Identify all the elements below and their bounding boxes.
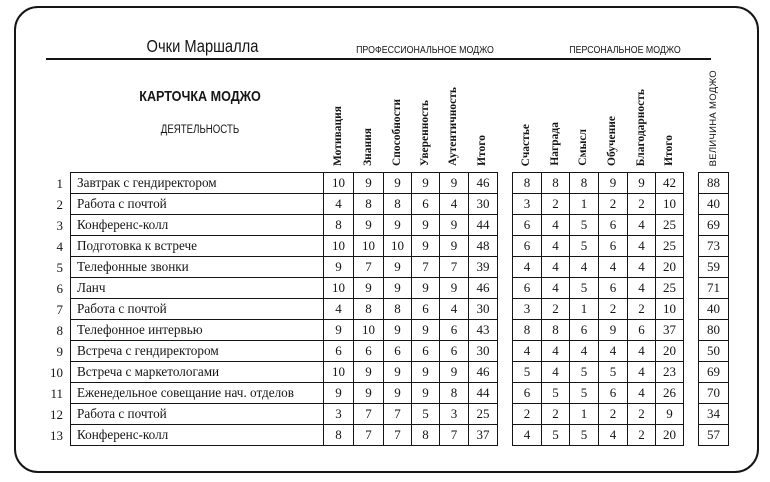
professional-score-cell: 7 [440, 425, 469, 446]
personal-mojo-title: ПЕРСОНАЛЬНОЕ МОДЖО [569, 44, 681, 56]
professional-score-cell: 25 [469, 404, 498, 425]
professional-score-cell: 7 [440, 257, 469, 278]
table-row [699, 215, 729, 236]
mojo-value-cell: 71 [699, 278, 729, 299]
column-header-gratitude: Благодарность [635, 88, 647, 166]
professional-score-cell: 4 [440, 299, 469, 320]
personal-score-cell: 6 [513, 278, 542, 299]
professional-score-cell: 3 [324, 404, 354, 425]
table-row [71, 320, 498, 341]
professional-score-cell: 10 [324, 236, 354, 257]
professional-score-cell: 8 [440, 383, 469, 404]
table-row [513, 278, 684, 299]
professional-score-cell: 6 [354, 341, 384, 362]
personal-score-cell: 23 [656, 362, 684, 383]
professional-score-cell: 30 [469, 341, 498, 362]
activity-cell: Ланч [71, 278, 324, 299]
professional-score-cell: 6 [412, 194, 440, 215]
professional-score-cell: 48 [469, 236, 498, 257]
professional-score-cell: 9 [384, 383, 412, 404]
table-row [699, 236, 729, 257]
activity-cell: Работа с почтой [71, 194, 324, 215]
row-number: 12 [50, 407, 63, 422]
activity-cell: Работа с почтой [71, 299, 324, 320]
column-header-learning: Обучение [606, 116, 618, 166]
activity-cell: Телефонное интервью [71, 320, 324, 341]
professional-score-cell: 46 [469, 362, 498, 383]
professional-score-cell: 10 [324, 278, 354, 299]
personal-score-cell: 4 [542, 257, 570, 278]
personal-score-cell: 5 [599, 362, 628, 383]
column-header-confidence: Уверенность [419, 99, 431, 166]
mojo-value-cell: 34 [699, 404, 729, 425]
column-header-mojo-value: ВЕЛИЧИНА МОДЖО [708, 69, 719, 166]
mojo-value-table [698, 172, 729, 446]
table-row [699, 173, 729, 194]
mojo-value-cell: 69 [699, 215, 729, 236]
personal-score-cell: 4 [599, 425, 628, 446]
professional-score-cell: 6 [440, 320, 469, 341]
professional-score-cell: 10 [354, 236, 384, 257]
mojo-value-cell: 40 [699, 299, 729, 320]
activity-cell: Подготовка к встрече [71, 236, 324, 257]
column-header-reward: Награда [549, 122, 561, 166]
personal-score-cell: 5 [570, 215, 599, 236]
personal-score-cell: 9 [628, 173, 656, 194]
personal-score-cell: 2 [599, 299, 628, 320]
professional-score-cell: 7 [354, 425, 384, 446]
professional-score-cell: 9 [324, 320, 354, 341]
table-row [513, 299, 684, 320]
table-row [71, 404, 498, 425]
row-number: 3 [56, 218, 63, 233]
table-row [513, 425, 684, 446]
activity-cell: Еженедельное совещание нач. отделов [71, 383, 324, 404]
personal-score-cell: 4 [542, 278, 570, 299]
activity-cell: Конференс-колл [71, 425, 324, 446]
personal-score-cell: 10 [656, 299, 684, 320]
professional-score-cell: 8 [354, 194, 384, 215]
table-row [513, 173, 684, 194]
mojo-value-cell: 69 [699, 362, 729, 383]
professional-score-cell: 9 [440, 236, 469, 257]
professional-score-cell: 37 [469, 425, 498, 446]
personal-score-cell: 25 [656, 278, 684, 299]
professional-score-cell: 9 [412, 215, 440, 236]
personal-score-cell: 8 [542, 320, 570, 341]
personal-score-cell: 6 [513, 215, 542, 236]
card-title: КАРТОЧКА МОДЖО [139, 88, 261, 105]
personal-score-cell: 4 [628, 341, 656, 362]
row-number: 8 [56, 323, 63, 338]
table-row [71, 215, 498, 236]
professional-score-cell: 9 [412, 236, 440, 257]
personal-score-cell: 42 [656, 173, 684, 194]
professional-score-cell: 7 [354, 404, 384, 425]
row-number: 13 [50, 428, 63, 443]
row-numbers [30, 172, 63, 446]
personal-score-cell: 25 [656, 215, 684, 236]
mojo-value-cell: 70 [699, 383, 729, 404]
row-number: 5 [56, 260, 63, 275]
personal-score-cell: 2 [542, 194, 570, 215]
row-number: 1 [56, 176, 63, 191]
table-row [699, 194, 729, 215]
professional-score-cell: 9 [412, 362, 440, 383]
professional-score-cell: 9 [412, 278, 440, 299]
professional-score-cell: 5 [412, 404, 440, 425]
table-row [513, 362, 684, 383]
professional-score-cell: 10 [324, 362, 354, 383]
professional-score-cell: 9 [440, 362, 469, 383]
table-row [699, 425, 729, 446]
professional-score-cell: 9 [412, 383, 440, 404]
personal-score-cell: 8 [513, 320, 542, 341]
personal-score-cell: 4 [513, 341, 542, 362]
activity-cell: Работа с почтой [71, 404, 324, 425]
table-row [71, 425, 498, 446]
table-row [699, 320, 729, 341]
professional-score-cell: 9 [324, 383, 354, 404]
personal-score-cell: 2 [628, 425, 656, 446]
professional-score-cell: 9 [384, 215, 412, 236]
personal-score-cell: 9 [599, 173, 628, 194]
personal-score-cell: 4 [513, 257, 542, 278]
professional-score-cell: 9 [354, 215, 384, 236]
professional-score-cell: 6 [324, 341, 354, 362]
personal-score-cell: 9 [599, 320, 628, 341]
table-row [513, 320, 684, 341]
table-row [71, 257, 498, 278]
personal-score-cell: 8 [542, 173, 570, 194]
mojo-value-cell: 57 [699, 425, 729, 446]
personal-score-cell: 2 [542, 299, 570, 320]
table-row [513, 383, 684, 404]
personal-score-cell: 5 [570, 362, 599, 383]
personal-score-cell: 9 [656, 404, 684, 425]
mojo-value-cell: 88 [699, 173, 729, 194]
personal-score-cell: 8 [513, 173, 542, 194]
professional-score-cell: 9 [354, 278, 384, 299]
row-number: 4 [56, 239, 63, 254]
table-row [71, 299, 498, 320]
professional-score-cell: 9 [354, 362, 384, 383]
personal-score-cell: 4 [628, 362, 656, 383]
mojo-value-cell: 50 [699, 341, 729, 362]
table-row [699, 299, 729, 320]
professional-score-cell: 10 [354, 320, 384, 341]
table-row [71, 362, 498, 383]
row-number: 11 [50, 386, 63, 401]
personal-score-cell: 2 [599, 404, 628, 425]
mojo-value-cell: 80 [699, 320, 729, 341]
professional-score-cell: 6 [412, 341, 440, 362]
personal-score-cell: 5 [570, 278, 599, 299]
professional-score-cell: 10 [324, 173, 354, 194]
professional-score-cell: 4 [440, 194, 469, 215]
professional-score-cell: 9 [440, 173, 469, 194]
professional-score-cell: 9 [324, 257, 354, 278]
table-row [699, 362, 729, 383]
table-row [513, 341, 684, 362]
professional-score-cell: 9 [354, 383, 384, 404]
personal-score-cell: 6 [599, 383, 628, 404]
personal-score-cell: 4 [628, 257, 656, 278]
personal-score-cell: 6 [513, 383, 542, 404]
personal-score-cell: 5 [570, 383, 599, 404]
professional-score-cell: 9 [384, 362, 412, 383]
row-number: 6 [56, 281, 63, 296]
personal-score-cell: 1 [570, 299, 599, 320]
professional-score-cell: 6 [384, 341, 412, 362]
personal-score-cell: 4 [570, 341, 599, 362]
table-row [71, 341, 498, 362]
professional-score-cell: 9 [354, 173, 384, 194]
column-header-meaning: Смысл [577, 129, 589, 166]
personal-score-cell: 6 [599, 215, 628, 236]
personal-score-cell: 4 [542, 236, 570, 257]
activity-professional-table [70, 172, 498, 446]
professional-score-cell: 44 [469, 215, 498, 236]
professional-score-cell: 46 [469, 278, 498, 299]
column-header-motivation: Мотивация [332, 105, 344, 166]
professional-score-cell: 9 [384, 173, 412, 194]
personal-score-cell: 5 [542, 425, 570, 446]
personal-score-cell: 5 [570, 236, 599, 257]
row-number: 10 [50, 365, 63, 380]
row-number: 7 [56, 302, 63, 317]
personal-score-cell: 4 [542, 215, 570, 236]
mojo-value-cell: 59 [699, 257, 729, 278]
personal-score-cell: 2 [628, 404, 656, 425]
personal-score-cell: 1 [570, 194, 599, 215]
professional-score-cell: 9 [384, 320, 412, 341]
personal-score-cell: 6 [628, 320, 656, 341]
professional-score-cell: 4 [324, 194, 354, 215]
activity-cell: Конференс-колл [71, 215, 324, 236]
table-row [699, 383, 729, 404]
professional-score-cell: 9 [440, 278, 469, 299]
professional-score-cell: 8 [354, 299, 384, 320]
professional-score-cell: 9 [412, 320, 440, 341]
personal-score-cell: 5 [542, 383, 570, 404]
personal-score-cell: 6 [599, 236, 628, 257]
professional-score-cell: 8 [384, 299, 412, 320]
personal-score-cell: 6 [513, 236, 542, 257]
table-row [699, 278, 729, 299]
personal-score-cell: 4 [628, 383, 656, 404]
professional-score-cell: 8 [384, 194, 412, 215]
table-row [513, 236, 684, 257]
column-header-happiness: Счастье [520, 123, 532, 166]
personal-score-cell: 3 [513, 299, 542, 320]
personal-score-cell: 2 [628, 194, 656, 215]
personal-score-cell: 4 [570, 257, 599, 278]
personal-score-cell: 5 [570, 425, 599, 446]
personal-score-cell: 4 [628, 278, 656, 299]
personal-score-cell: 4 [542, 362, 570, 383]
personal-score-cell: 4 [599, 257, 628, 278]
professional-score-cell: 9 [412, 173, 440, 194]
professional-score-cell: 30 [469, 299, 498, 320]
row-number: 2 [56, 197, 63, 212]
table-row [699, 404, 729, 425]
personal-score-cell: 8 [570, 173, 599, 194]
table-row [71, 236, 498, 257]
activity-cell: Встреча с маркетологами [71, 362, 324, 383]
personal-score-cell: 20 [656, 257, 684, 278]
professional-score-cell: 8 [412, 425, 440, 446]
professional-score-cell: 8 [324, 215, 354, 236]
professional-score-cell: 7 [384, 425, 412, 446]
table-row [71, 194, 498, 215]
table-row [699, 257, 729, 278]
personal-score-cell: 2 [628, 299, 656, 320]
column-header-abilities: Способности [391, 98, 403, 166]
activity-cell: Телефонные звонки [71, 257, 324, 278]
table-row [513, 257, 684, 278]
professional-mojo-title: ПРОФЕССИОНАЛЬНОЕ МОДЖО [356, 44, 494, 56]
mojo-value-cell: 73 [699, 236, 729, 257]
personal-score-cell: 6 [599, 278, 628, 299]
column-header-knowledge: Знания [362, 128, 374, 166]
personal-score-cell: 2 [542, 404, 570, 425]
professional-score-cell: 6 [412, 299, 440, 320]
table-row [71, 278, 498, 299]
personal-score-cell: 20 [656, 341, 684, 362]
personal-score-cell: 4 [599, 341, 628, 362]
professional-score-cell: 39 [469, 257, 498, 278]
personal-score-cell: 4 [628, 236, 656, 257]
professional-score-cell: 43 [469, 320, 498, 341]
table-row [513, 215, 684, 236]
personal-score-cell: 4 [628, 215, 656, 236]
professional-score-cell: 8 [324, 425, 354, 446]
personal-score-cell: 25 [656, 236, 684, 257]
professional-score-cell: 9 [384, 278, 412, 299]
professional-score-cell: 10 [384, 236, 412, 257]
table-row [513, 194, 684, 215]
professional-score-cell: 6 [440, 341, 469, 362]
personal-score-cell: 5 [513, 362, 542, 383]
table-row [71, 173, 498, 194]
column-header-prof-total: Итого [476, 135, 488, 166]
personal-score-cell: 37 [656, 320, 684, 341]
personal-score-cell: 2 [599, 194, 628, 215]
header-divider [46, 58, 711, 60]
professional-score-cell: 7 [412, 257, 440, 278]
professional-score-cell: 7 [384, 404, 412, 425]
personal-table [512, 172, 684, 446]
mojo-value-cell: 40 [699, 194, 729, 215]
activity-cell: Встреча с гендиректором [71, 341, 324, 362]
personal-score-cell: 1 [570, 404, 599, 425]
activity-cell: Завтрак с гендиректором [71, 173, 324, 194]
personal-score-cell: 4 [542, 341, 570, 362]
professional-score-cell: 9 [384, 257, 412, 278]
personal-score-cell: 6 [570, 320, 599, 341]
column-header-pers-total: Итого [663, 135, 675, 166]
professional-score-cell: 46 [469, 173, 498, 194]
personal-score-cell: 20 [656, 425, 684, 446]
personal-score-cell: 2 [513, 404, 542, 425]
personal-score-cell: 4 [513, 425, 542, 446]
scorecard-table-area [30, 172, 729, 446]
professional-score-cell: 3 [440, 404, 469, 425]
row-number: 9 [56, 344, 63, 359]
professional-score-cell: 4 [324, 299, 354, 320]
table-row [71, 383, 498, 404]
personal-score-cell: 26 [656, 383, 684, 404]
personal-score-cell: 10 [656, 194, 684, 215]
professional-score-cell: 9 [440, 215, 469, 236]
score-title: Очки Маршалла [146, 36, 259, 56]
table-row [513, 404, 684, 425]
professional-score-cell: 7 [354, 257, 384, 278]
professional-score-cell: 30 [469, 194, 498, 215]
personal-score-cell: 3 [513, 194, 542, 215]
activity-column-label: ДЕЯТЕЛЬНОСТЬ [160, 124, 240, 136]
table-row [699, 341, 729, 362]
column-header-authenticity: Аутентичность [447, 87, 459, 166]
professional-score-cell: 44 [469, 383, 498, 404]
